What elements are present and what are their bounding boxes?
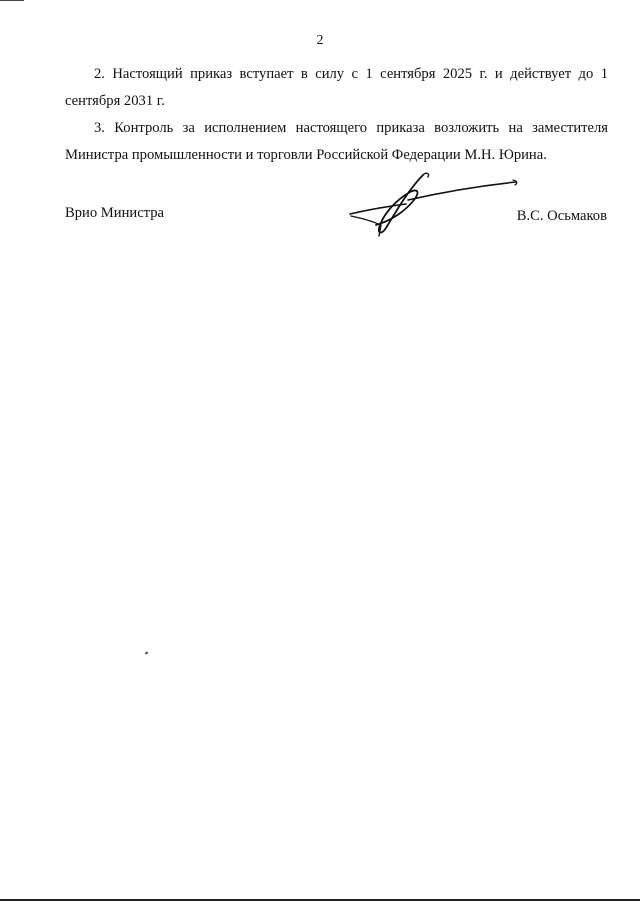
paragraph-control (65, 115, 608, 169)
handwritten-signature-icon (348, 170, 523, 238)
scan-artifact-bottom (0, 899, 640, 901)
paragraph-text: 3. Контроль за исполнением настоящего приказа возложить на заместителя Министра промышленности и торговли Российской Федерации М.Н. Юрина. (65, 120, 608, 163)
signer-name: В.С. Осьмаков (516, 208, 607, 224)
signer-title: Врио Министра (65, 205, 164, 221)
scan-artifact-top (0, 0, 24, 1)
paragraph-text: 2. Настоящий приказ вступает в силу с 1 сентября 2025 г. и действует до 1 сентября 2031 г. (65, 66, 608, 109)
scan-speck (145, 651, 149, 654)
paragraph-effective-date (65, 61, 608, 115)
page-number: 2 (316, 33, 324, 48)
